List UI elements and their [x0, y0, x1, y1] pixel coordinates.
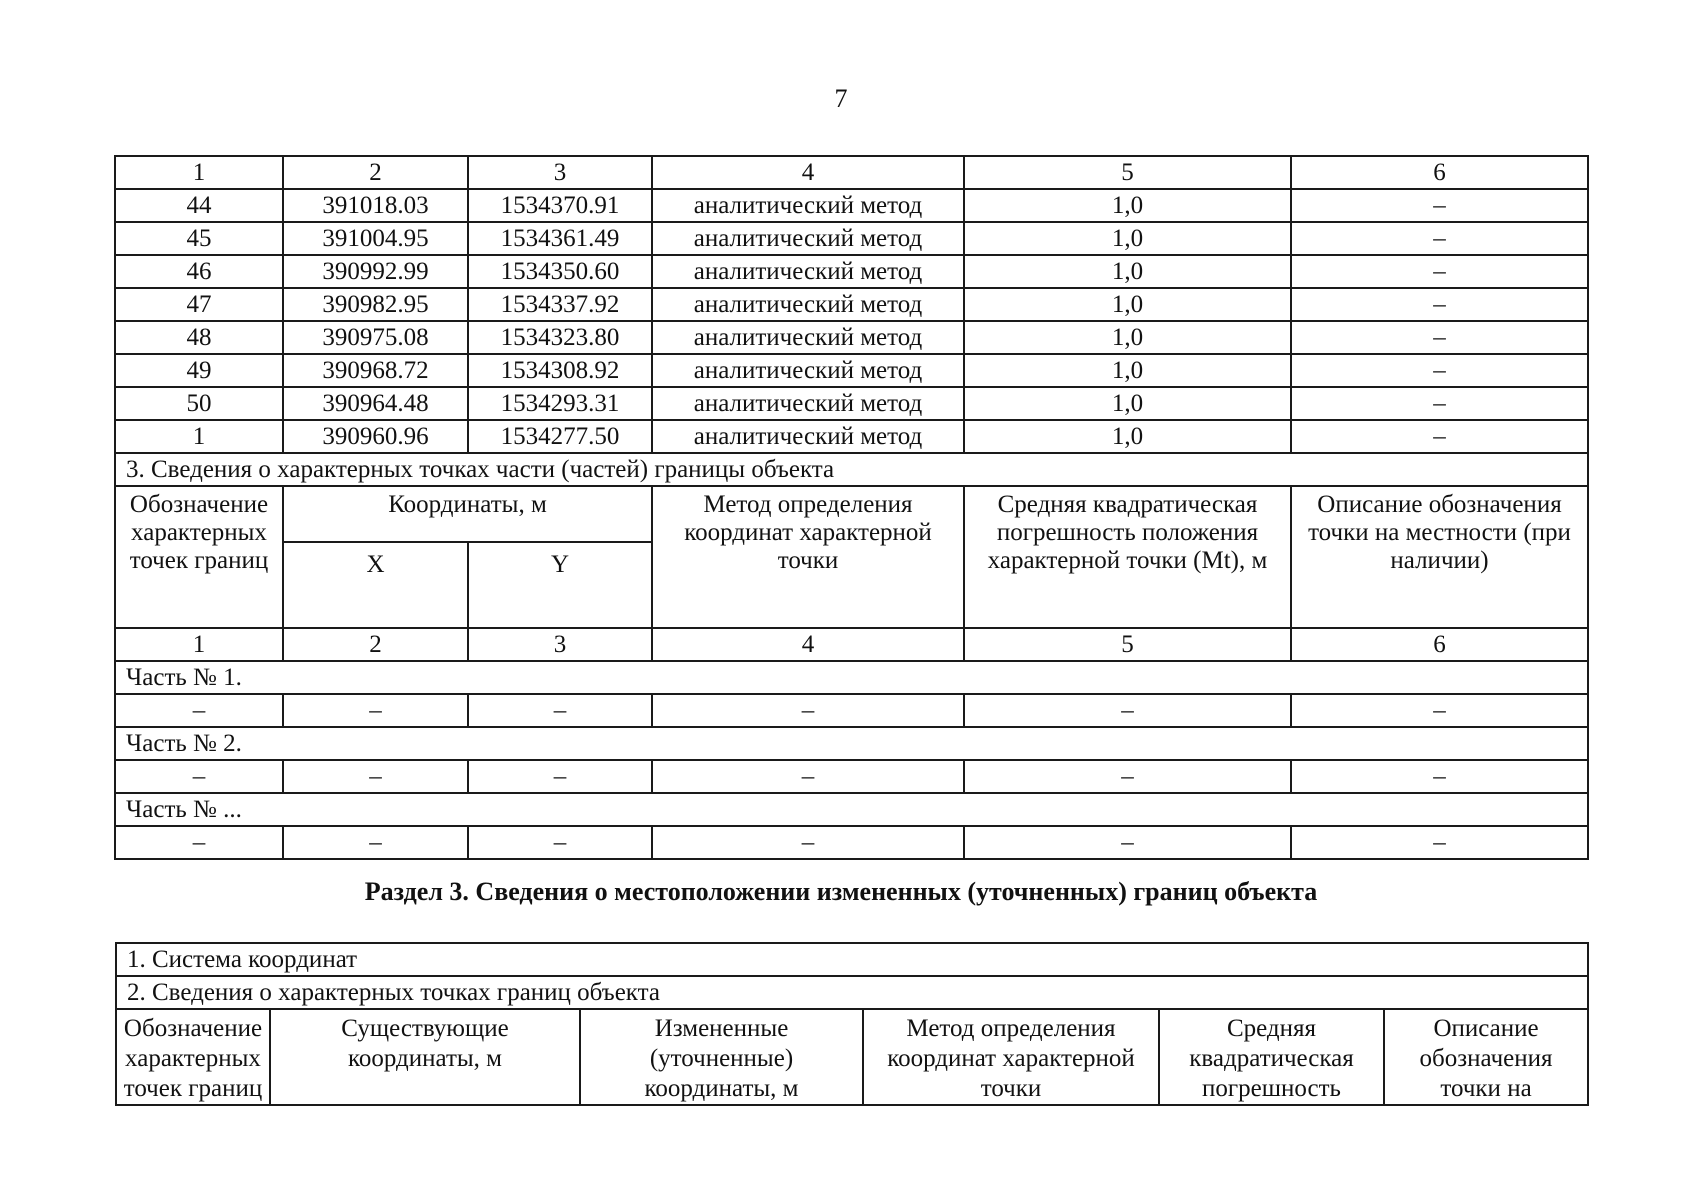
table-cell: –	[468, 826, 652, 859]
table-cell: аналитический метод	[652, 420, 964, 453]
header-description: Описание обозначения точки на местности (при наличии)	[1291, 486, 1588, 628]
table-cell: –	[115, 826, 283, 859]
table-cell: –	[1291, 420, 1588, 453]
table-row	[115, 222, 1588, 255]
part-label: Часть № 1.	[115, 661, 1588, 694]
table-cell: 1,0	[964, 354, 1291, 387]
table-cell: –	[964, 760, 1291, 793]
part-label-row	[115, 661, 1588, 694]
part-data-row	[115, 826, 1588, 859]
column-number-cell: 2	[283, 156, 468, 189]
table-cell: –	[1291, 189, 1588, 222]
table-cell: 1,0	[964, 387, 1291, 420]
table-cell: –	[652, 694, 964, 727]
table-cell: –	[1291, 826, 1588, 859]
table-cell: аналитический метод	[652, 321, 964, 354]
table-cell: 390968.72	[283, 354, 468, 387]
part-label: Часть № ...	[115, 793, 1588, 826]
table-cell: 1534370.91	[468, 189, 652, 222]
table-cell: 48	[115, 321, 283, 354]
table-row	[115, 321, 1588, 354]
column-number-cell: 6	[1291, 628, 1588, 661]
table-cell: 1534350.60	[468, 255, 652, 288]
table-cell: –	[283, 826, 468, 859]
table-cell: 50	[115, 387, 283, 420]
coord-system-row	[116, 943, 1588, 976]
header-existing-coordinates: Существующие координаты, м	[270, 1009, 580, 1105]
table-cell: 1	[115, 420, 283, 453]
coord-system-title: 1. Система координат	[116, 943, 1588, 976]
part-data-row	[115, 694, 1588, 727]
column-number-cell: 1	[115, 156, 283, 189]
table-cell: 1,0	[964, 222, 1291, 255]
table-cell: 45	[115, 222, 283, 255]
table-cell: –	[1291, 321, 1588, 354]
header-description: Описание обозначения точки на	[1384, 1009, 1588, 1105]
table-cell: 1534323.80	[468, 321, 652, 354]
column-number-cell: 5	[964, 156, 1291, 189]
table-cell: –	[1291, 387, 1588, 420]
boundary-points-table-body	[115, 156, 1588, 859]
section-3-heading: Раздел 3. Сведения о местоположении измененных (уточненных) границ объекта	[364, 877, 1318, 906]
table-cell: 47	[115, 288, 283, 321]
table-row	[115, 420, 1588, 453]
table-cell: 1534361.49	[468, 222, 652, 255]
table-cell: аналитический метод	[652, 354, 964, 387]
column-number-cell: 6	[1291, 156, 1588, 189]
table-cell: 390975.08	[283, 321, 468, 354]
part-section-title-row	[115, 453, 1588, 486]
table-cell: 1534308.92	[468, 354, 652, 387]
header-row	[115, 486, 1588, 542]
header-coordinates: Координаты, м	[283, 486, 652, 542]
table-row	[115, 288, 1588, 321]
header-method: Метод определения координат характерной точки	[652, 486, 964, 628]
header-method: Метод определения координат характерной точки	[863, 1009, 1159, 1105]
column-number-cell: 1	[115, 628, 283, 661]
table-cell: 1,0	[964, 189, 1291, 222]
table-cell: 1,0	[964, 420, 1291, 453]
part-section-title: 3. Сведения о характерных точках части (частей) границы объекта	[115, 453, 1588, 486]
header-row	[116, 1009, 1588, 1105]
table-cell: –	[115, 760, 283, 793]
table-cell: –	[115, 694, 283, 727]
table-cell: 44	[115, 189, 283, 222]
table-cell: аналитический метод	[652, 255, 964, 288]
points-section-title: 2. Сведения о характерных точках границ объекта	[116, 976, 1588, 1009]
column-number-cell: 4	[652, 156, 964, 189]
column-number-cell: 3	[468, 156, 652, 189]
header-error: Средняя квадратическая погрешность	[1159, 1009, 1384, 1105]
column-number-row	[115, 156, 1588, 189]
table-cell: 49	[115, 354, 283, 387]
table-cell: –	[283, 760, 468, 793]
table-cell: аналитический метод	[652, 387, 964, 420]
column-number-cell: 3	[468, 628, 652, 661]
changed-boundary-table	[115, 942, 1589, 1106]
table-cell: 1534277.50	[468, 420, 652, 453]
table-cell: –	[964, 826, 1291, 859]
part-label: Часть № 2.	[115, 727, 1588, 760]
boundary-points-table	[114, 155, 1589, 860]
table-cell: 1,0	[964, 288, 1291, 321]
table-cell: 1,0	[964, 321, 1291, 354]
header-x: X	[283, 542, 468, 628]
table-cell: –	[1291, 760, 1588, 793]
changed-boundary-table-body	[116, 943, 1588, 1105]
table-cell: –	[1291, 288, 1588, 321]
table-cell: 1534337.92	[468, 288, 652, 321]
column-number-row	[115, 628, 1588, 661]
points-title-row	[116, 976, 1588, 1009]
table-cell: аналитический метод	[652, 288, 964, 321]
column-number-cell: 2	[283, 628, 468, 661]
table-cell: –	[1291, 354, 1588, 387]
table-cell: 391004.95	[283, 222, 468, 255]
header-point-designation: Обозначение характерных точек границ	[115, 486, 283, 628]
part-label-row	[115, 727, 1588, 760]
table-cell: –	[283, 694, 468, 727]
table-cell: 390992.99	[283, 255, 468, 288]
column-number-cell: 5	[964, 628, 1291, 661]
table-cell: 390964.48	[283, 387, 468, 420]
table-cell: –	[652, 760, 964, 793]
table-cell: аналитический метод	[652, 222, 964, 255]
table-cell: –	[1291, 255, 1588, 288]
header-changed-coordinates: Измененные (уточненные) координаты, м	[580, 1009, 863, 1105]
table-cell: –	[468, 694, 652, 727]
table-cell: –	[652, 826, 964, 859]
part-label-row	[115, 793, 1588, 826]
table-row	[115, 387, 1588, 420]
header-error: Средняя квадратическая погрешность положения характерной точки (Mt), м	[964, 486, 1291, 628]
table-row	[115, 354, 1588, 387]
table-cell: –	[1291, 222, 1588, 255]
table-row	[115, 255, 1588, 288]
table-cell: –	[1291, 694, 1588, 727]
header-point-designation: Обозначение характерных точек границ	[116, 1009, 270, 1105]
table-cell: –	[964, 694, 1291, 727]
table-cell: 390960.96	[283, 420, 468, 453]
column-number-cell: 4	[652, 628, 964, 661]
table-row	[115, 189, 1588, 222]
table-cell: 391018.03	[283, 189, 468, 222]
part-data-row	[115, 760, 1588, 793]
header-y: Y	[468, 542, 652, 628]
table-cell: 46	[115, 255, 283, 288]
table-cell: 1,0	[964, 255, 1291, 288]
page-number: 7	[834, 84, 848, 113]
table-cell: аналитический метод	[652, 189, 964, 222]
table-cell: –	[468, 760, 652, 793]
table-cell: 390982.95	[283, 288, 468, 321]
table-cell: 1534293.31	[468, 387, 652, 420]
